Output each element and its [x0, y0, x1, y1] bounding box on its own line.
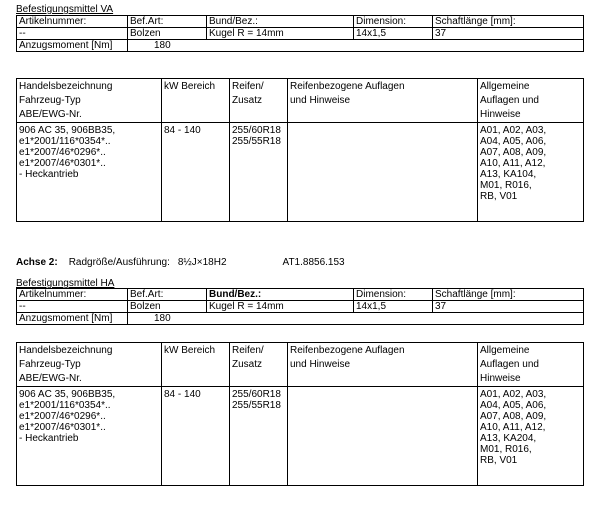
cell-handelsbezeichnung: 906 AC 35, 906BB35, e1*2001/116*0354*.. e1*2007/46*0296*.. e1*2007/46*0301*.. - Heckantrieb: [17, 387, 162, 486]
section-title-ha: Befestigungsmittel HA: [16, 278, 115, 289]
vehicle-table-ha: [16, 342, 584, 486]
cell-reifen: 255/60R18 255/55R18: [230, 123, 288, 222]
torque-value: 180: [128, 40, 584, 52]
achse-text: Radgröße/Ausführung:: [68, 257, 170, 268]
vehicle-header-row: [17, 79, 584, 123]
header-schaftlaenge: Schaftlänge [mm]:: [433, 289, 584, 301]
header-reifen: Reifen/ Zusatz: [230, 79, 288, 123]
vehicle-data-row: [17, 387, 584, 486]
cell-handelsbezeichnung: 906 AC 35, 906BB35, e1*2001/116*0354*.. e1*2007/46*0296*.. e1*2007/46*0301*.. - Heckantrieb: [17, 123, 162, 222]
vehicle-header-row: [17, 343, 584, 387]
header-allgemeine: Allgemeine Auflagen und Hinweise: [478, 79, 584, 123]
achse-part-number: AT1.8856.153: [282, 257, 345, 268]
header-handelsbezeichnung: Handelsbezeichnung Fahrzeug-Typ ABE/EWG-Nr.: [17, 343, 162, 387]
torque-label: Anzugsmoment [Nm]: [17, 40, 128, 52]
table-row: [17, 301, 584, 313]
header-handelsbezeichnung: Handelsbezeichnung Fahrzeug-Typ ABE/EWG-Nr.: [17, 79, 162, 123]
cell-bef-art: Bolzen: [128, 301, 207, 313]
torque-row: [17, 40, 584, 52]
header-bef-art: Bef.Art:: [128, 289, 207, 301]
cell-allgemeine: A01, A02, A03, A04, A05, A06, A07, A08, A09, A10, A11, A12, A13, KA204, M01, R016, RB, V01: [478, 387, 584, 486]
fastener-table-ha: [16, 288, 584, 325]
table-header-row: [17, 289, 584, 301]
table-header-row: [17, 16, 584, 28]
header-bund: Bund/Bez.:: [207, 16, 354, 28]
header-reifenbezogen: Reifenbezogene Auflagen und Hinweise: [288, 343, 478, 387]
header-reifen: Reifen/ Zusatz: [230, 343, 288, 387]
achse-2-line: [16, 257, 345, 268]
header-schaftlaenge: Schaftlänge [mm]:: [433, 16, 584, 28]
header-bef-art: Bef.Art:: [128, 16, 207, 28]
cell-artikelnummer: --: [17, 28, 128, 40]
header-kw-bereich: kW Bereich: [162, 343, 230, 387]
header-reifenbezogen: Reifenbezogene Auflagen und Hinweise: [288, 79, 478, 123]
cell-dimension: 14x1,5: [354, 301, 433, 313]
cell-kw-bereich: 84 - 140: [162, 387, 230, 486]
section-title-va: Befestigungsmittel VA: [16, 4, 114, 15]
cell-reifenbezogen: [288, 387, 478, 486]
cell-bund: Kugel R = 14mm: [207, 301, 354, 313]
cell-bund: Kugel R = 14mm: [207, 28, 354, 40]
header-bund: Bund/Bez.:: [207, 289, 354, 301]
cell-artikelnummer: --: [17, 301, 128, 313]
fastener-table-va: [16, 15, 584, 52]
torque-value: 180: [128, 313, 584, 325]
cell-schaftlaenge: 37: [433, 28, 584, 40]
achse-spec: 8½J×18H2: [177, 257, 227, 268]
header-artikelnummer: Artikelnummer:: [17, 16, 128, 28]
header-dimension: Dimension:: [354, 289, 433, 301]
cell-kw-bereich: 84 - 140: [162, 123, 230, 222]
torque-label: Anzugsmoment [Nm]: [17, 313, 128, 325]
vehicle-data-row: [17, 123, 584, 222]
vehicle-table-va: [16, 78, 584, 222]
cell-bef-art: Bolzen: [128, 28, 207, 40]
table-row: [17, 28, 584, 40]
cell-schaftlaenge: 37: [433, 301, 584, 313]
header-allgemeine: Allgemeine Auflagen und Hinweise: [478, 343, 584, 387]
achse-label: Achse 2:: [16, 257, 58, 268]
header-dimension: Dimension:: [354, 16, 433, 28]
header-kw-bereich: kW Bereich: [162, 79, 230, 123]
torque-row: [17, 313, 584, 325]
cell-reifen: 255/60R18 255/55R18: [230, 387, 288, 486]
header-artikelnummer: Artikelnummer:: [17, 289, 128, 301]
cell-allgemeine: A01, A02, A03, A04, A05, A06, A07, A08, A09, A10, A11, A12, A13, KA104, M01, R016, RB, V01: [478, 123, 584, 222]
cell-dimension: 14x1,5: [354, 28, 433, 40]
cell-reifenbezogen: [288, 123, 478, 222]
